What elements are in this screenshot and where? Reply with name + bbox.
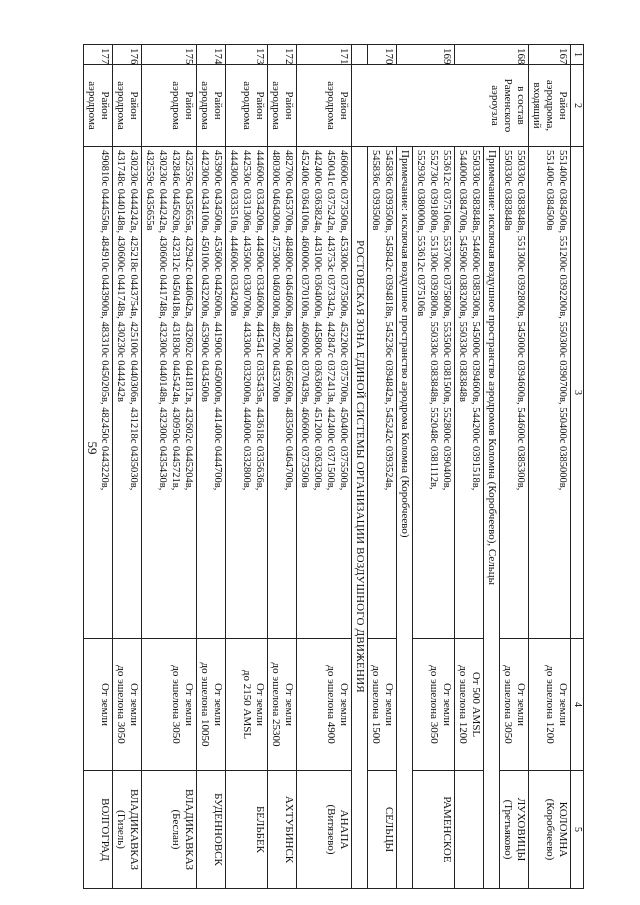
- row-name: Район аэродрома: [297, 65, 352, 147]
- coords-line: 450041с 0375242в, 443753с 0373342в, 442847с 0372413в, 442400с 0371500в,: [325, 150, 336, 491]
- place-line: ВЛАДИКАВКАЗ: [128, 789, 140, 870]
- coords-cell: [529, 147, 571, 639]
- altitude-cell: [142, 639, 197, 771]
- alt-line: От земли: [212, 682, 224, 727]
- row-name: в состав Раменского аэроузла: [352, 65, 529, 147]
- coords-line: 432559с 0435655в: [144, 150, 155, 231]
- rotated-page: [86, 44, 584, 888]
- coords-line: 431748с 0440148в, 430600с 0441748в, 430230с 0444242в: [115, 150, 126, 402]
- alt-line: От земли: [99, 682, 111, 727]
- alt-line: От земли: [515, 682, 527, 727]
- alt-line: до эшелона 3050: [428, 665, 440, 744]
- coords-line: 460600с 0373500в, 453300с 0373500в, 452200с 0375700в, 450400с 0375500в,: [338, 150, 349, 491]
- coords-cell: [455, 147, 484, 639]
- table-row: [500, 45, 529, 889]
- coords-line: 545836с 0393500в: [370, 150, 381, 231]
- row-number: 173: [226, 45, 268, 65]
- alt-line: до эшелона 3050: [115, 665, 127, 744]
- altitude-cell: [113, 639, 142, 771]
- altitude-cell: [413, 639, 455, 771]
- altitude-cell: [455, 639, 484, 771]
- table-row: [268, 45, 297, 889]
- table-row: [529, 45, 571, 889]
- header-cell: 5: [571, 771, 584, 889]
- coords-line: 480300с 0464300в, 475300с 0460300в, 482700с 0453700в: [270, 150, 281, 402]
- table-row: [197, 45, 226, 889]
- place-cell: [113, 771, 142, 889]
- row-name: Район аэродрома, входящий: [529, 65, 571, 147]
- row-number: 175: [142, 45, 197, 65]
- zone-heading: РОСТОВСКАЯ ЗОНА ЕДИНОЙ СИСТЕМЫ ОРГАНИЗАЦИИ ВОЗДУШНОГО ДВИЖЕНИЯ: [352, 45, 368, 889]
- table-row: [84, 45, 113, 889]
- place-cell: [84, 771, 113, 889]
- coords-line: 550330с 0383848в: [502, 150, 513, 231]
- coords-line: 444600с 0334200в, 444900с 0334600в, 444541с 0335435в, 443618с 0335636в,: [254, 150, 265, 491]
- coords-cell: [84, 147, 113, 639]
- place-cell: [455, 771, 484, 889]
- alt-line: до эшелона 1200: [544, 665, 556, 744]
- coords-line: 442400с 0363824в, 443100с 0364000в, 445800с 0363600в, 451200с 0363200в,: [312, 150, 323, 491]
- row-number: 170: [368, 45, 397, 65]
- coords-line: 430230с 0444242в, 430600с 0441748в, 432300с 0440148в, 432300с 0435430в,: [157, 150, 168, 491]
- row-name: Район аэродрома: [197, 65, 226, 147]
- coords-line: 442530с 0331306в, 443500с 0330700в, 443300с 0332000в, 444000с 0332800в,: [241, 150, 252, 491]
- place-line: БУДЕННОВСК: [212, 793, 224, 866]
- zone-heading-row: [352, 45, 368, 889]
- place-line: КОЛОМНА: [557, 801, 569, 858]
- coords-line: 552930с 0380000в, 553612с 0375106в: [415, 150, 426, 317]
- note-cell: Примечание: исключая воздушное пространство аэродрома Коломна (Коробчеево): [397, 147, 413, 889]
- alt-line: до эшелона 1200: [457, 665, 469, 744]
- place-line: ВОЛГОГРАД: [99, 798, 111, 861]
- row-name: Район аэродрома: [113, 65, 142, 147]
- place-cell: [529, 771, 571, 889]
- coords-line: 550330с 0383848в, 551300с 0392800в, 545000с 0394600в, 544600с 0385300в,: [515, 150, 526, 491]
- header-cell: 2: [571, 65, 584, 147]
- coords-cell: [500, 147, 529, 639]
- coords-line: 430230с 0444242в, 425218с 0443754в, 425100с 0440306в, 431218с 0435030в,: [128, 150, 139, 491]
- row-name: Район аэродрома: [142, 65, 197, 147]
- coords-cell: [413, 147, 455, 639]
- alt-line: От земли: [183, 682, 195, 727]
- header-row: [571, 45, 584, 889]
- row-number: 177: [84, 45, 113, 65]
- table-row: [297, 45, 352, 889]
- row-number: 171: [297, 45, 352, 65]
- row-number: 174: [197, 45, 226, 65]
- place-cell: [197, 771, 226, 889]
- row-number: 176: [113, 45, 142, 65]
- place-line: РАМЕНСКОЕ: [441, 796, 453, 863]
- altitude-cell: [500, 639, 529, 771]
- coords-line: 544000с 0384700в, 545900с 0383200в, 550330с 0383848в: [457, 150, 468, 402]
- alt-line: до эшелона 1500: [370, 665, 382, 744]
- table-row: [226, 45, 268, 889]
- header-cell: 4: [571, 639, 584, 771]
- table-row: [397, 45, 413, 889]
- place-line: ЛУХОВИЦЫ: [515, 797, 527, 862]
- place-cell: [297, 771, 352, 889]
- coords-cell: [197, 147, 226, 639]
- alt-line: до эшелона 10050: [199, 662, 211, 747]
- alt-line: От земли: [128, 682, 140, 727]
- airspace-table: [83, 44, 584, 889]
- note-cell: Примечание: исключая воздушное пространство аэродромов Коломна (Коробчеево), Сельцы: [484, 147, 500, 889]
- altitude-cell: [197, 639, 226, 771]
- coords-line: 551400с 0384500в: [544, 150, 555, 231]
- row-name: Район аэродрома: [226, 65, 268, 147]
- table-row: [484, 45, 500, 889]
- altitude-cell: [529, 639, 571, 771]
- coords-line: 432559с 0435655в, 432942с 0440642в, 432602с 0441812в, 432602с 0445204в,: [183, 150, 194, 491]
- row-number: 168: [455, 45, 529, 65]
- place-cell: [368, 771, 397, 889]
- coords-line: 552730с 0391800в, 551300с 0392800в, 550330с 0383848в, 552048с 0381112в,: [428, 150, 439, 490]
- place-cell: [413, 771, 455, 889]
- place-line: АНАПА: [338, 809, 350, 850]
- coords-line: 453900с 0434500в, 453600с 0442600в, 441900с 0450000в, 441400с 0444700в,: [212, 150, 223, 491]
- alt-line: От земли: [557, 682, 569, 727]
- coords-line: 432846с 0445620в, 432312с 0450418в, 431830с 0445424в, 430950с 0445721в,: [170, 150, 181, 491]
- row-name: Район аэродрома: [268, 65, 297, 147]
- coords-line: 490810с 0444550в, 484910с 0443900в, 483310с 0450205в, 482450с 0443220в,: [99, 150, 110, 491]
- place-cell: [268, 771, 297, 889]
- table-row: [113, 45, 142, 889]
- coords-cell: [268, 147, 297, 639]
- altitude-cell: [368, 639, 397, 771]
- place-line: (Коробчеево): [544, 798, 556, 861]
- coords-cell: [113, 147, 142, 639]
- row-number: 169: [397, 45, 455, 65]
- alt-line: От земли: [338, 682, 350, 727]
- coords-cell: [297, 147, 352, 639]
- alt-line: От 500 AMSL: [470, 671, 482, 738]
- alt-line: до эшелона 25300: [270, 662, 282, 747]
- row-number: 167: [529, 45, 571, 65]
- altitude-cell: [268, 639, 297, 771]
- table-area: [86, 44, 584, 888]
- coords-line: 550330с 0383848в, 544600с 0385300в, 545000с 0394600в, 544200с 0391518в,: [470, 150, 481, 491]
- coords-line: 444300с 0333510в, 444600с 0334200в: [228, 150, 239, 317]
- coords-cell: [142, 147, 197, 639]
- place-line: (Третьяково): [502, 799, 514, 860]
- alt-line: От земли: [441, 682, 453, 727]
- altitude-cell: [226, 639, 268, 771]
- place-line: СЕЛЬЦЫ: [383, 806, 395, 853]
- altitude-cell: [297, 639, 352, 771]
- coords-line: 553612с 0375106в, 553700с 0375800в, 553500с 0381500в, 552800с 0390400в,: [441, 150, 452, 491]
- coords-cell: [226, 147, 268, 639]
- alt-line: до 2150 AMSL: [241, 669, 253, 740]
- alt-line: От земли: [383, 682, 395, 727]
- alt-line: до эшелона 4900: [325, 665, 337, 744]
- place-line: БЕЛЬБЕК: [254, 805, 266, 854]
- alt-line: до эшелона 3050: [170, 665, 182, 744]
- table-row: [368, 45, 397, 889]
- coords-line: 482700с 0453700в, 484800с 0464600в, 484300с 0465600в, 483500с 0464700в,: [283, 150, 294, 491]
- row-name: Район аэродрома: [84, 65, 113, 147]
- alt-line: От земли: [254, 682, 266, 727]
- place-cell: [500, 771, 529, 889]
- coords-cell: [368, 147, 397, 639]
- place-line: (Гизель): [115, 810, 127, 849]
- place-line: (Беслан): [170, 809, 182, 850]
- place-line: ВЛАДИКАВКАЗ: [183, 789, 195, 870]
- place-cell: [226, 771, 268, 889]
- place-cell: [142, 771, 197, 889]
- table-row: [455, 45, 484, 889]
- header-cell: 3: [571, 147, 584, 639]
- place-line: АХТУБИНСК: [283, 795, 295, 864]
- page-number: 59: [85, 441, 100, 455]
- alt-line: От земли: [283, 682, 295, 727]
- place-line: (Витязево): [325, 804, 337, 855]
- coords-line: 545836с 0393500в, 545842с 0394818в, 545236с 0394842в, 545242с 0393524в,: [383, 150, 394, 491]
- table-row: [142, 45, 197, 889]
- coords-line: 551400с 0384500в, 551200с 0392200в, 550300с 0390700в, 550400с 0385000в,: [557, 150, 568, 491]
- altitude-cell: [84, 639, 113, 771]
- table-row: [413, 45, 455, 889]
- alt-line: до эшелона 3050: [502, 665, 514, 744]
- coords-line: 442300с 0434100в, 450100с 0432200в, 453900с 0434500в: [199, 150, 210, 402]
- header-cell: 1: [571, 45, 584, 65]
- row-number: 172: [268, 45, 297, 65]
- coords-line: 452400с 0364100в, 460000с 0370100в, 460600с 0370439в, 460600с 0373500в: [299, 150, 310, 488]
